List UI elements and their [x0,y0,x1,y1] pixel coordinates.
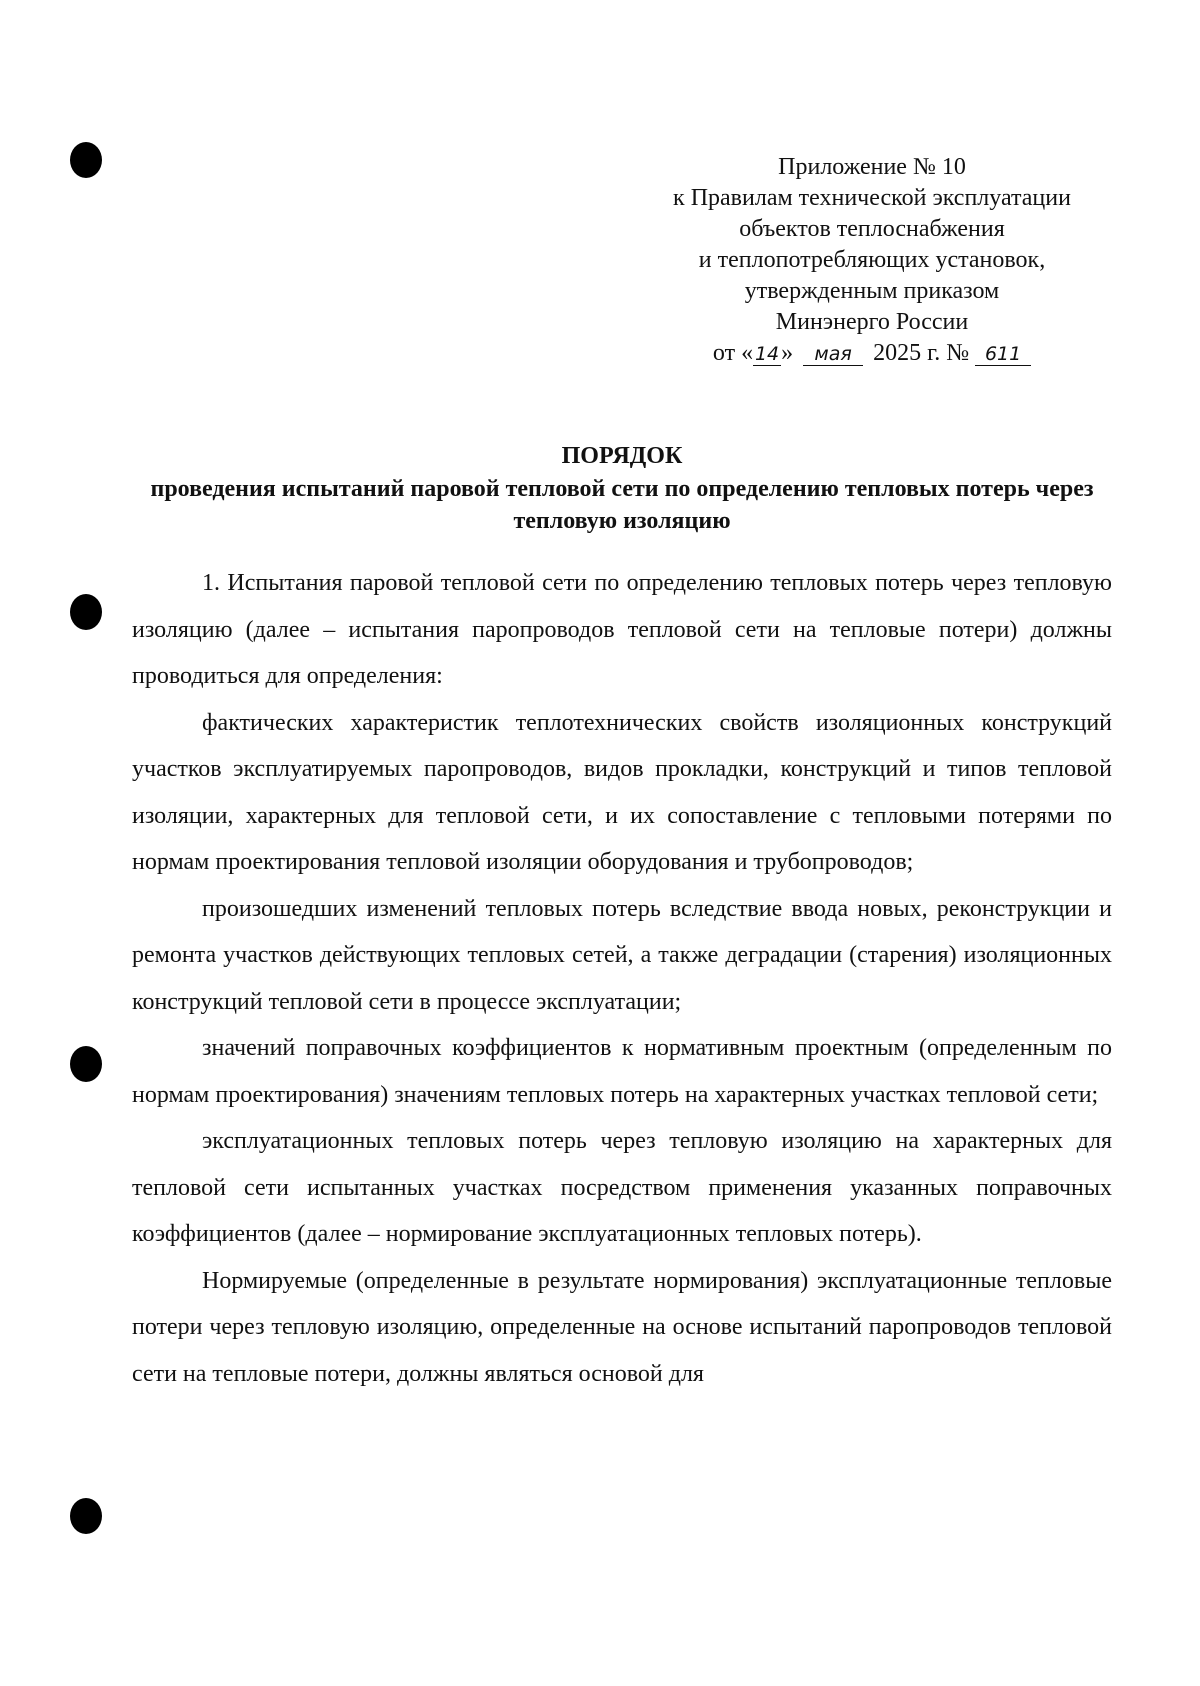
appendix-line: Минэнерго России [775,309,969,335]
punch-hole [70,1046,102,1082]
appendix-line: к Правилам технической эксплуатации [673,185,1071,211]
punch-hole [70,594,102,630]
punch-hole [70,1498,102,1534]
appendix-number: Приложение № 10 [778,154,966,180]
paragraph: Нормируемые (определенные в результате нормирования) эксплуатационные тепловые потери через тепловую изоляцию, определенные на основе испытаний паропроводов тепловой сети на тепловые потери, должны являться основой для [132,1267,1112,1387]
date-mid: » [781,340,794,366]
handwritten-month: мая [803,343,863,366]
appendix-line: и теплопотребляющих установок, [698,247,1046,273]
order-date-line [628,338,1116,369]
appendix-header [628,152,1116,369]
document-subtitle: проведения испытаний паровой тепловой сети по определению тепловых потерь через тепловую изоляцию [150,476,1094,534]
handwritten-order-number: 611 [975,343,1031,366]
document-title: ПОРЯДОК [561,443,683,469]
appendix-line: утвержденным приказом [744,278,1000,304]
paragraph: фактических характеристик теплотехнических свойств изоляционных конструкций участков эксплуатируемых паропроводов, видов прокладки, конструкций и типов тепловой изоляции, характерных для тепловой сети, и их сопоставление с тепловыми потерями по нормам проектирования тепловой изоляции оборудования и трубопроводов; [132,709,1112,875]
paragraph: произошедших изменений тепловых потерь вследствие ввода новых, реконструкции и ремонта участков действующих тепловых сетей, а также деградации (старения) изоляционных конструкций тепловой сети в процессе эксплуатации; [132,895,1112,1015]
date-year: 2025 г. № [873,340,970,366]
paragraph: 1. Испытания паровой тепловой сети по определению тепловых потерь через тепловую изоляцию (далее – испытания паропроводов тепловой сети на тепловые потери) должны проводиться для определения: [132,570,1112,689]
document-body [132,560,1112,1397]
appendix-line: объектов теплоснабжения [739,216,1005,242]
punch-hole [70,142,102,178]
paragraph: эксплуатационных тепловых потерь через тепловую изоляцию на характерных для тепловой сети испытанных участках посредством применения указанных поправочных коэффициентов (далее – нормирование эксплуатационных тепловых потерь). [132,1128,1112,1247]
handwritten-day: 14 [754,343,780,365]
date-prefix: от « [712,340,754,366]
paragraph: значений поправочных коэффициентов к нормативным проектным (определенным по нормам проектирования) значениям тепловых потерь на характерных участках тепловой сети; [132,1035,1112,1108]
